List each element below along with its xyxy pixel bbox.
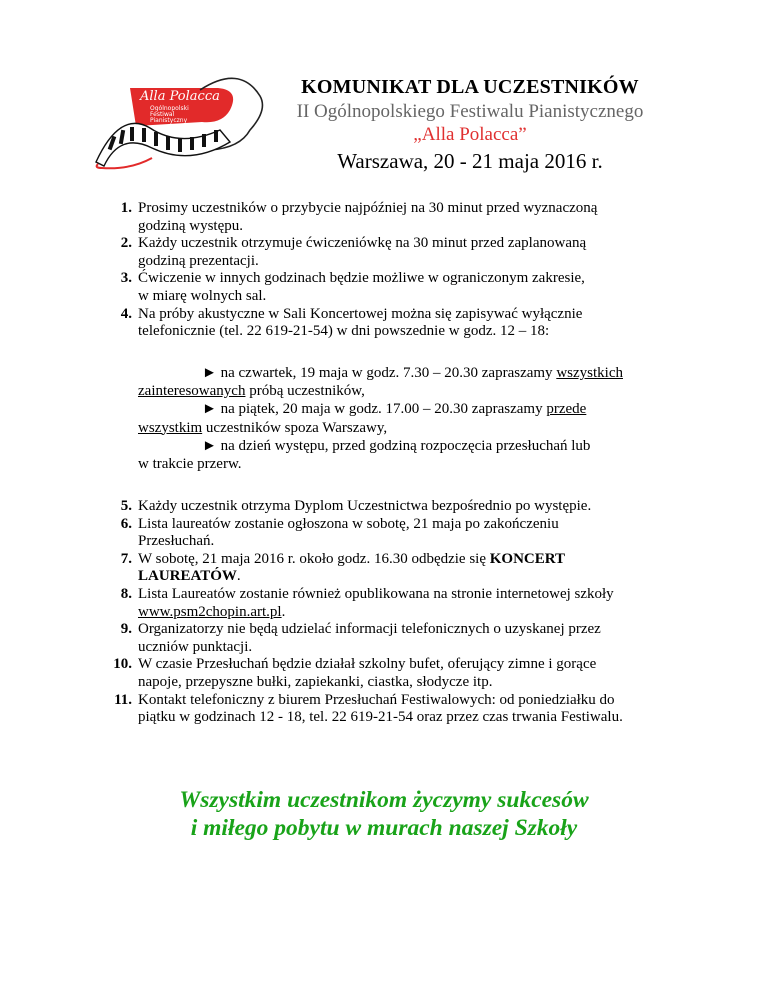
schedule-line: ► na piątek, 20 maja w godz. 17.00 – 20.30 zapraszamy przede: [202, 401, 587, 418]
rules-list-b: [96, 498, 736, 727]
list-item: 5. Każdy uczestnik otrzyma Dyplom Uczestnictwa bezpośrednio po występie.: [120, 498, 592, 514]
svg-text:Pianistyczny: Pianistyczny: [150, 117, 188, 124]
closing-wish: Wszystkim uczestnikom życzymy sukcesów i miłego pobytu w murach naszej Szkoły: [179, 787, 589, 841]
page-title: KOMUNIKAT DLA UCZESTNIKÓW: [301, 76, 639, 98]
list-item: 7. W sobotę, 21 maja 2016 r. około godz. 16.30 odbędzie się KONCERT LAUREATÓW.: [120, 550, 566, 585]
schedule-line: ► na dzień występu, przed godziną rozpoczęcia przesłuchań lub: [202, 437, 591, 454]
svg-text:Festiwal: Festiwal: [150, 111, 175, 118]
announcement-header: [240, 74, 700, 175]
list-item: 1. Prosimy uczestników o przybycie najpóźniej na 30 minut przed wyznaczoną godziną występu.: [120, 200, 598, 234]
list-item: 6. Lista laureatów zostanie ogłoszona w sobotę, 21 maja po zakończeniu Przesłuchań.: [120, 515, 559, 550]
school-website-link[interactable]: www.psm2chopin.art.pl: [138, 603, 282, 620]
event-date: Warszawa, 20 - 21 maja 2016 r.: [337, 149, 603, 173]
list-item: 9. Organizatorzy nie będą udzielać informacji telefonicznych o uzyskanej przez uczniów punktacji.: [120, 621, 601, 655]
rehearsal-schedule: ► na czwartek, 19 maja w godz. 7.30 – 20.30 zapraszamy wszystkich zainteresowanych próbą uczestników, ► na piątek, 20 maja w godz. 17.00 – 20.30 zapraszamy przede wszystkim uczestników spoza Warszawy, ► na dzień występu, przed godziną rozpoczęcia przesłuchań lub w trakcie przerw.: [138, 364, 738, 473]
svg-text:Ogólnopolski: Ogólnopolski: [150, 105, 189, 112]
list-item: 4. Na próby akustyczne w Sali Koncertowej można się zapisywać wyłącznie telefonicznie (tel. 22 619-21-54) w dni powszednie w godz. 12 – 18:: [120, 305, 583, 340]
logo-name: Alla Polacca: [140, 89, 220, 104]
list-item: 2. Każdy uczestnik otrzymuje ćwiczeniówkę na 30 minut przed zaplanowaną godziną prezentacji.: [120, 235, 587, 269]
list-item: 11. Kontakt telefoniczny z biurem Przesłuchań Festiwalowych: od poniedziałku do piątku w godzinach 12 - 18, tel. 22 619-21-54 oraz przez czas trwania Festiwalu.: [114, 691, 623, 726]
festival-name: „Alla Polacca”: [413, 124, 527, 145]
list-item: 3. Ćwiczenie w innych godzinach będzie możliwe w ograniczonym zakresie, w miarę wolnych sal.: [120, 270, 585, 304]
rules-list-a: [96, 200, 736, 341]
piano-keys-icon: [96, 123, 230, 168]
list-item: 8. Lista Laureatów zostanie również opublikowana na stronie internetowej szkoły www.psm2chopin.art.pl.: [120, 585, 614, 620]
festival-subtitle: II Ogólnopolskiego Festiwalu Pianistycznego: [296, 101, 644, 122]
schedule-line: ► na czwartek, 19 maja w godz. 7.30 – 20.30 zapraszamy wszystkich: [202, 365, 623, 381]
list-item: 10. W czasie Przesłuchań będzie działał szkolny bufet, oferujący zimne i gorące napoje, przepyszne bułki, zapiekanki, ciastka, słodycze itp.: [113, 656, 597, 690]
